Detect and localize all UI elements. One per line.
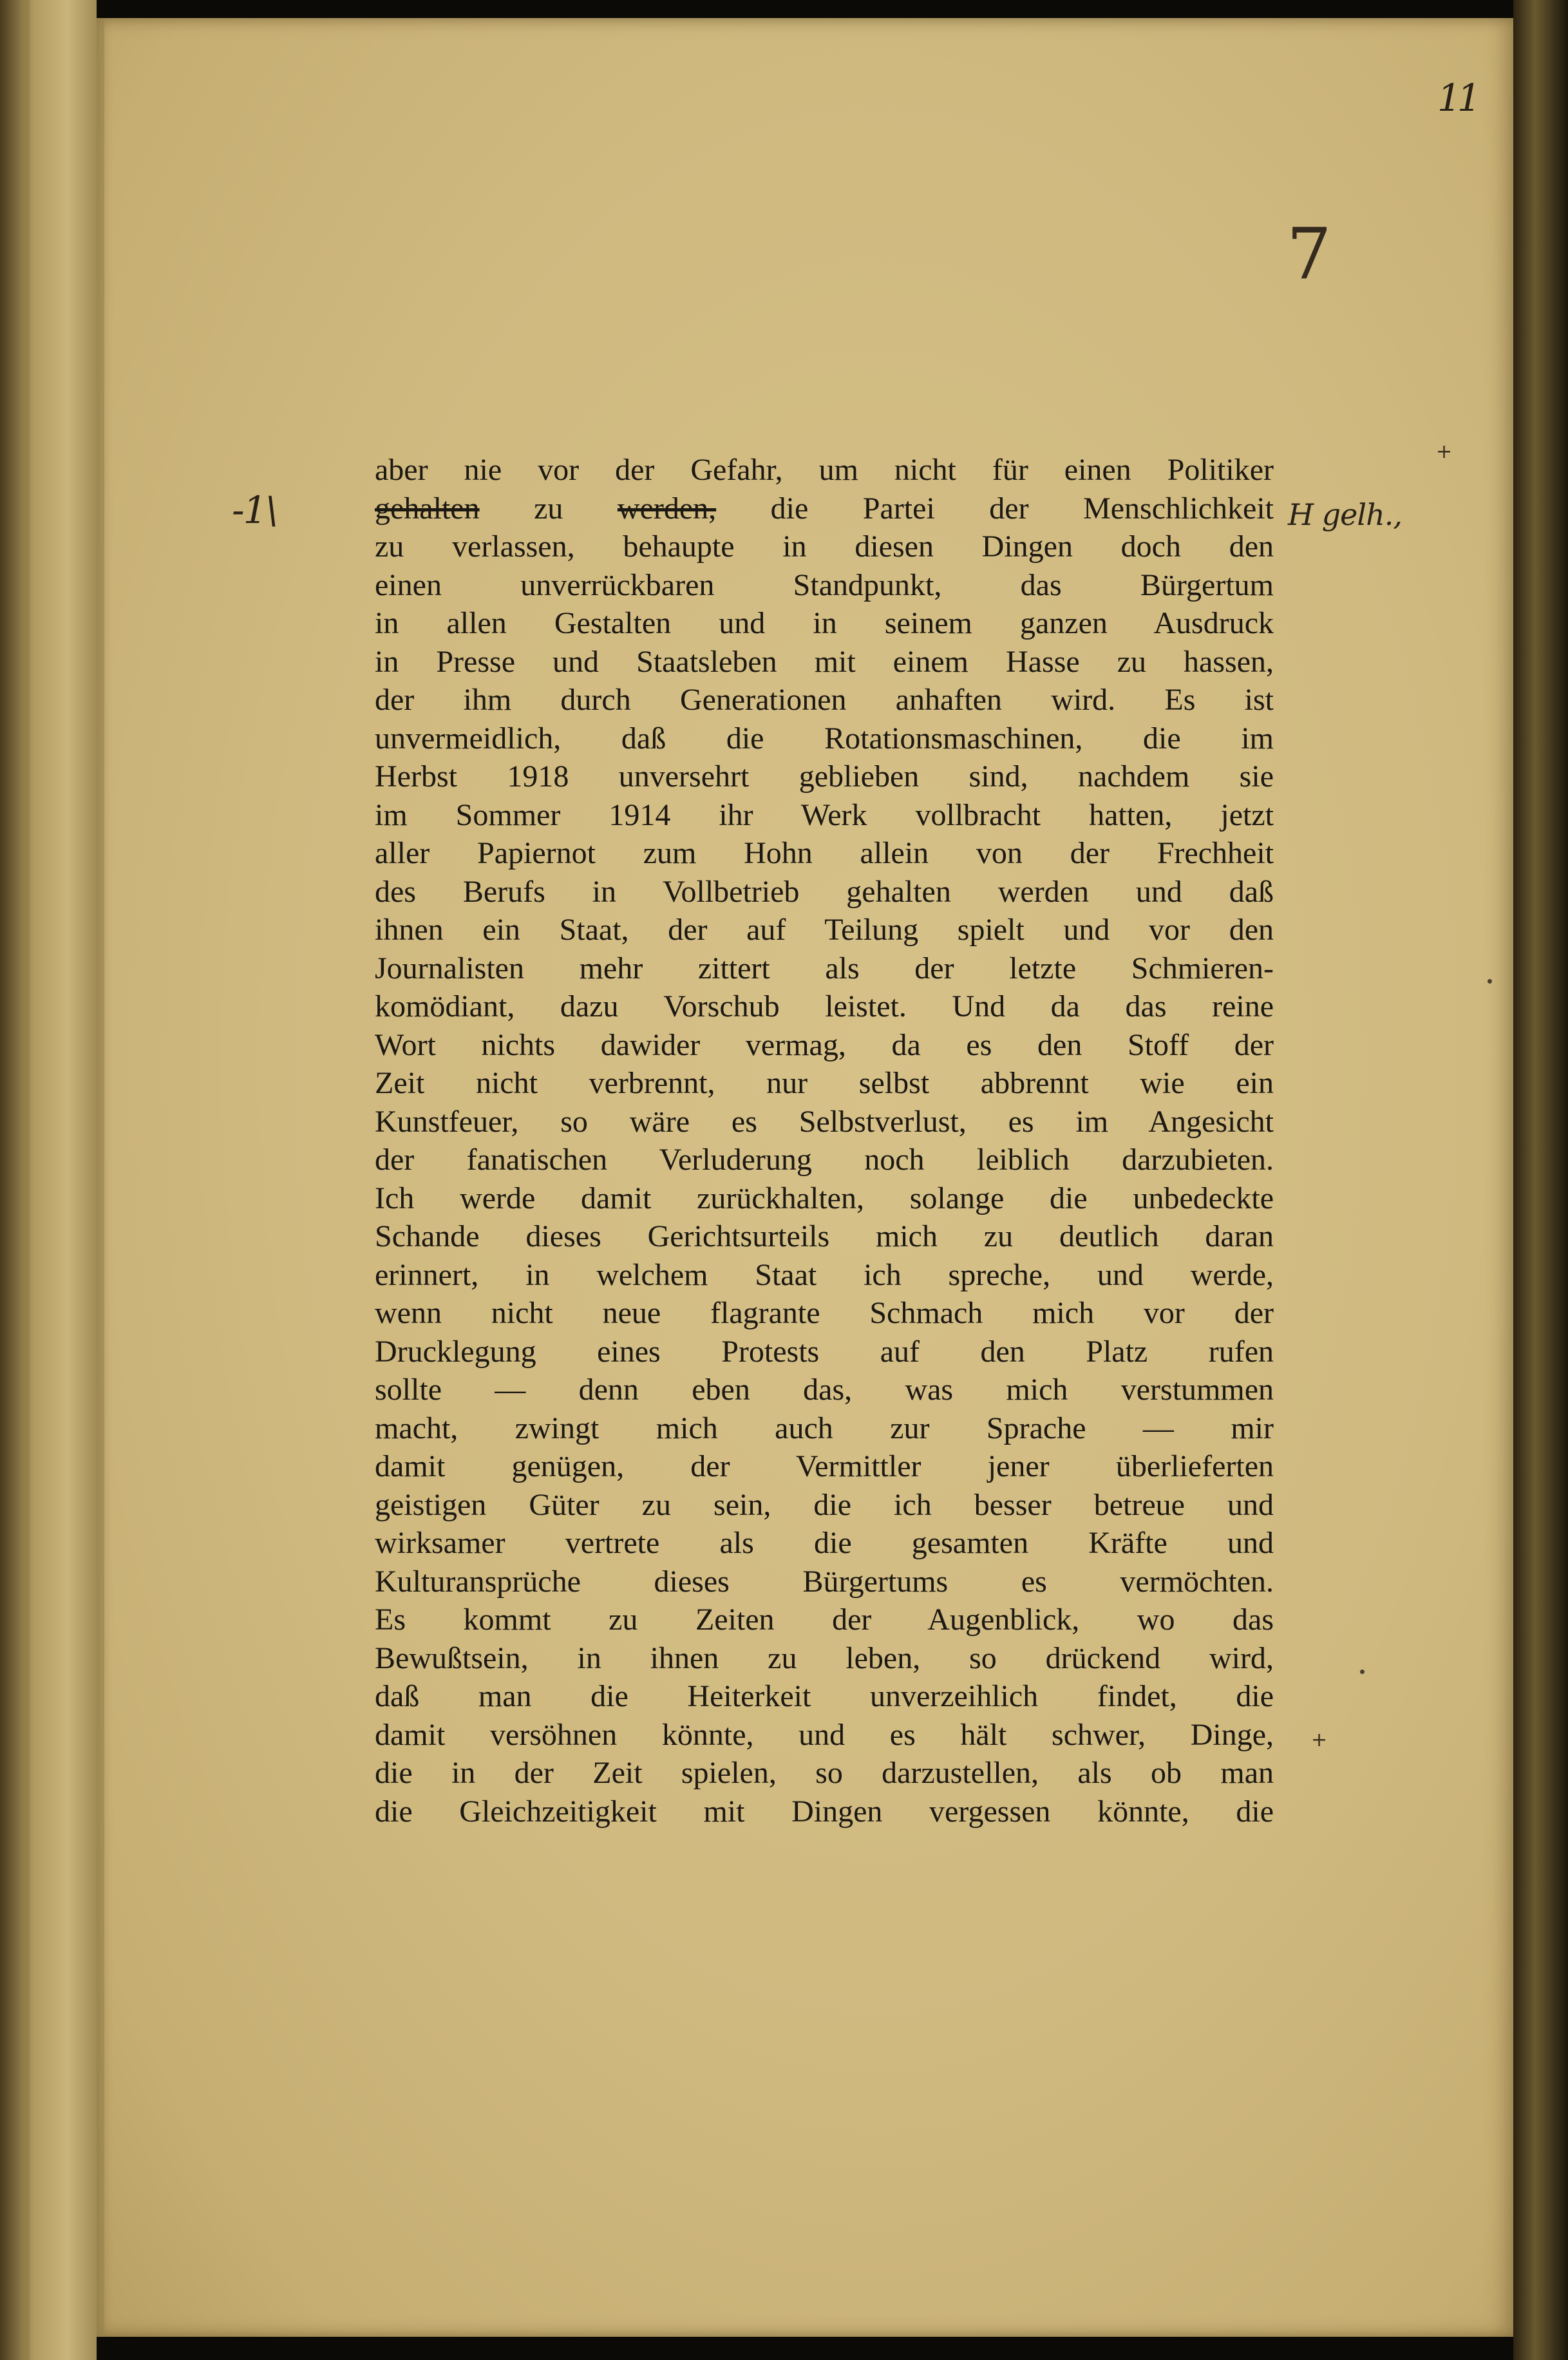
text-line: Es kommt zu Zeiten der Augenblick, wo das bbox=[375, 1603, 1274, 1637]
text-line: geistigen Güter zu sein, die ich besser betreue und bbox=[375, 1487, 1274, 1522]
text-line: Kulturansprüche dieses Bürgertums es vermöchten. bbox=[375, 1564, 1274, 1599]
text-line: einen unverrückbaren Standpunkt, das Bürgertum bbox=[375, 567, 1274, 602]
plus-mark-top: + bbox=[1436, 441, 1453, 463]
margin-mark-left: -1\ bbox=[232, 488, 278, 532]
page-fore-edge bbox=[1513, 0, 1568, 2360]
body-text bbox=[375, 451, 1274, 1831]
text-fragment: die Partei der Menschlichkeit bbox=[716, 491, 1274, 526]
text-line: Drucklegung eines Protests auf den Platz rufen bbox=[375, 1334, 1274, 1369]
text-line: wirksamer vertrete als die gesamten Kräfte und bbox=[375, 1526, 1274, 1560]
text-line-with-corrections bbox=[375, 490, 1274, 528]
text-line: die in der Zeit spielen, so darzustellen, als ob man bbox=[375, 1756, 1274, 1790]
text-line: Journalisten mehr zittert als der letzte Schmieren- bbox=[375, 951, 1274, 985]
spine-ridge bbox=[21, 0, 30, 2360]
text-line: aber nie vor der Gefahr, um nicht für einen Politiker bbox=[375, 453, 1274, 487]
margin-note-right: H gelh., bbox=[1288, 497, 1402, 532]
text-line: Wort nichts dawider vermag, da es den Stoff der bbox=[375, 1027, 1274, 1062]
text-line: aller Papiernot zum Hohn allein von der Frechheit bbox=[375, 836, 1274, 870]
text-line: wenn nicht neue flagrante Schmach mich vor der bbox=[375, 1296, 1274, 1330]
text-line: zu verlassen, behaupte in diesen Dingen doch den bbox=[375, 529, 1274, 564]
text-line: Herbst 1918 unversehrt geblieben sind, nachdem sie bbox=[375, 759, 1274, 794]
text-line: daß man die Heiterkeit unverzeihlich findet, die bbox=[375, 1679, 1274, 1713]
struck-word: gehalten bbox=[375, 491, 480, 526]
handwritten-page-number: 11 bbox=[1437, 76, 1477, 120]
text-line: Ich werde damit zurückhalten, solange die unbedeckte bbox=[375, 1181, 1274, 1215]
page-gutter-shadow bbox=[97, 18, 104, 2337]
book-spine bbox=[0, 0, 97, 2360]
text-line: der fanatischen Verluderung noch leiblich darzubieten. bbox=[375, 1143, 1274, 1177]
text-line: erinnert, in welchem Staat ich spreche, und werde, bbox=[375, 1257, 1274, 1292]
text-line: in Presse und Staatsleben mit einem Hasse zu hassen, bbox=[375, 644, 1274, 679]
text-line: damit genügen, der Vermittler jener überlieferten bbox=[375, 1449, 1274, 1483]
text-line: unvermeidlich, daß die Rotationsmaschinen, die im bbox=[375, 721, 1274, 756]
text-line: in allen Gestalten und in seinem ganzen Ausdruck bbox=[375, 606, 1274, 640]
handwritten-folio-number: 7 bbox=[1287, 213, 1332, 295]
text-fragment: zu bbox=[479, 491, 618, 526]
text-line: die Gleichzeitigkeit mit Dingen vergessen könnte, die bbox=[375, 1794, 1274, 1829]
text-line: im Sommer 1914 ihr Werk vollbracht hatten, jetzt bbox=[375, 797, 1274, 832]
text-line: sollte — denn eben das, was mich verstummen bbox=[375, 1373, 1274, 1407]
text-line: komödiant, dazu Vorschub leistet. Und da das reine bbox=[375, 989, 1274, 1023]
text-line: Bewußtsein, in ihnen zu leben, so drückend wird, bbox=[375, 1641, 1274, 1675]
text-line: Kunstfeuer, so wäre es Selbstverlust, es im Angesicht bbox=[375, 1104, 1274, 1139]
text-line: macht, zwingt mich auch zur Sprache — mir bbox=[375, 1411, 1274, 1445]
ink-dot bbox=[1488, 979, 1492, 984]
text-line: Schande dieses Gerichtsurteils mich zu deutlich daran bbox=[375, 1219, 1274, 1253]
text-line: des Berufs in Vollbetrieb gehalten werden und daß bbox=[375, 874, 1274, 909]
struck-word: werden, bbox=[617, 491, 717, 526]
text-line: Zeit nicht verbrennt, nur selbst abbrennt wie ein bbox=[375, 1066, 1274, 1100]
text-line: damit versöhnen könnte, und es hält schwer, Dinge, bbox=[375, 1717, 1274, 1752]
ink-dot bbox=[1360, 1670, 1365, 1674]
plus-mark-bottom: + bbox=[1311, 1729, 1328, 1751]
text-line: ihnen ein Staat, der auf Teilung spielt und vor den bbox=[375, 913, 1274, 947]
text-line: der ihm durch Generationen anhaften wird. Es ist bbox=[375, 683, 1274, 717]
